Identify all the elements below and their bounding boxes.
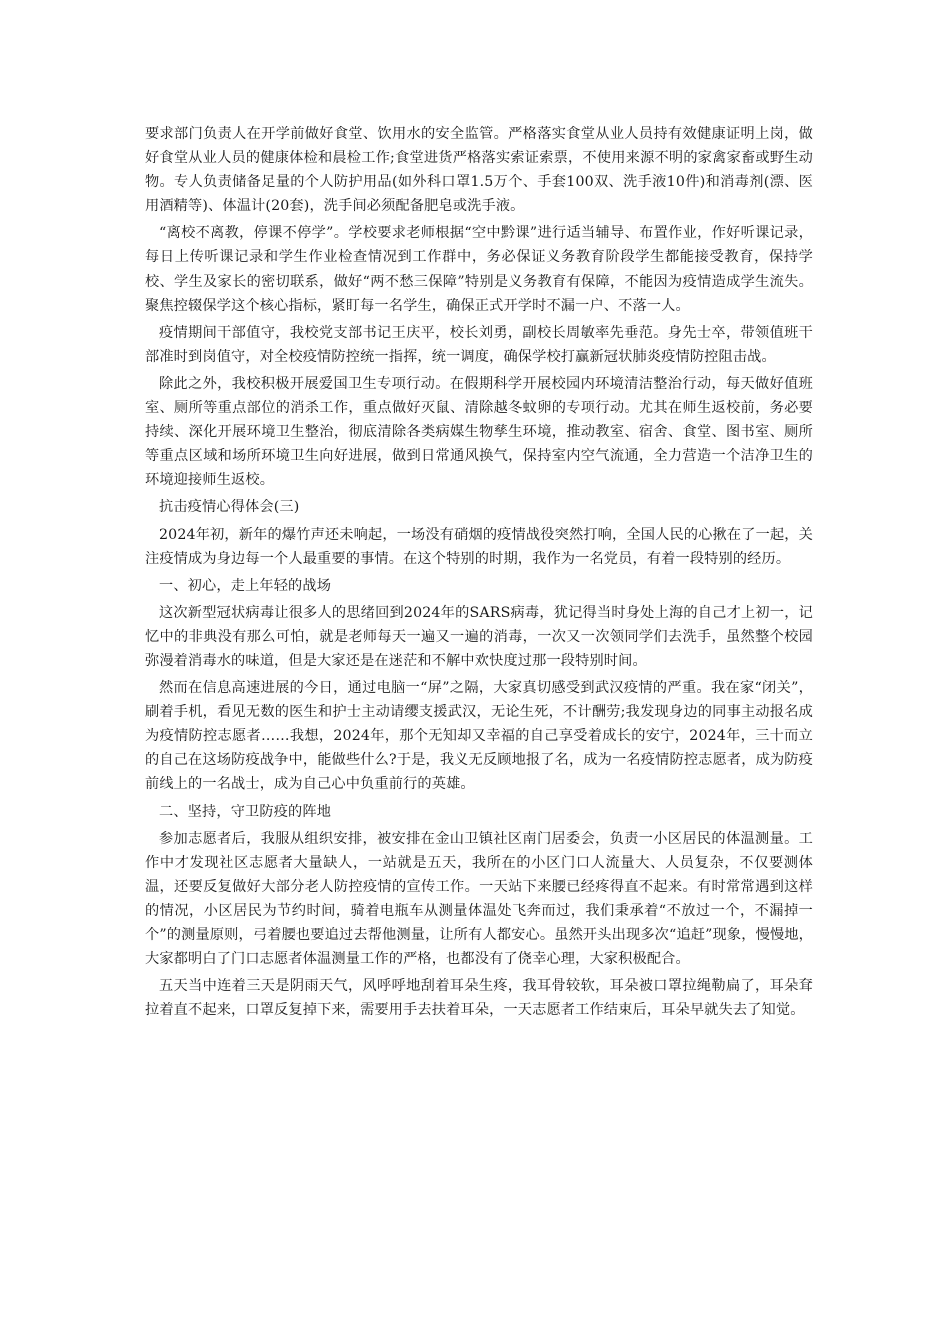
paragraph-online-teaching: “离校不离教，停课不停学”。学校要求老师根据“空中黔课”进行适当辅导、布置作业，作好听课记录，每日上传听课记录和学生作业检查情况到工作群中，务必保证义务教育阶段学生都能接受教育，保持学校、学生及家长的密切联系，做好“两不愁三保障”特别是义务教育有保障，不能因为疫情造成学生流失。聚焦控辍保学这个核心指标，紧盯每一名学生，确保正式开学时不漏一户、不落一人。 — [145, 225, 813, 314]
paragraph-intro-2024: 2024年初，新年的爆竹声还未响起，一场没有硝烟的疫情战役突然打响，全国人民的心揪在了一起，关注疫情成为身边每一个人最重要的事情。在这个特别的时期，我作为一名党员，有着一段特别的经历。 — [145, 526, 813, 567]
paragraph-sanitation-campaign: 除此之外，我校积极开展爱国卫生专项行动。在假期科学开展校园内环境清洁整治行动，每天做好值班室、厕所等重点部位的消杀工作，重点做好灭鼠、清除越冬蚊卵的专项行动。尤其在师生返校前，务必要持续、深化开展环境卫生整治，彻底清除各类病媒生物孳生环境，推动教室、宿舍、食堂、图书室、厕所等重点区域和场所环境卫生向好进展，做到日常通风换气，保持室内空气流通，全力营造一个洁净卫生的环境迎接师生返校。 — [145, 375, 813, 489]
paragraph-rainy-days: 五天当中连着三天是阴雨天气，风呼呼地刮着耳朵生疼，我耳骨较软，耳朵被口罩拉绳勒扁了，耳朵耷拉着直不起来，口罩反复掉下来，需要用手去扶着耳朵，一天志愿者工作结束后，耳朵早就失去了知觉。 — [145, 978, 813, 1019]
paragraph-volunteer-signup: 然而在信息高速进展的今日，通过电脑一“屏”之隔，大家真切感受到武汉疫情的严重。我在家“闭关”，刷着手机，看见无数的医生和护士主动请缨支援武汉，无论生死，不计酬劳;我发现身边的同事主动报名成为疫情防控志愿者……我想，2024年，那个无知却又幸福的自己享受着成长的安宁，2024年，三十而立的自己在这场防疫战争中，能做些什么?于是，我义无反顾地报了名，成为一名疫情防控志愿者，成为防疫前线上的一名战士，成为自己心中负重前行的英雄。 — [145, 680, 813, 793]
subheading-original-intention: 一、初心，走上年轻的战场 — [159, 577, 332, 594]
paragraph-temperature-checks: 参加志愿者后，我服从组织安排，被安排在金山卫镇社区南门居委会，负责一小区居民的体温测量。工作中才发现社区志愿者大量缺人，一站就是五天，我所在的小区门口人流量大、人员复杂，不仅要测体温，还要反复做好大部分老人防控疫情的宣传工作。一天站下来腰已经疼得直不起来。有时常常遇到这样的情况，小区居民为节约时间，骑着电瓶车从测量体温处飞奔而过，我们秉承着“不放过一个，不漏掉一个”的测量原则，弓着腰也要追过去帮他测量，让所有人都安心。虽然开头出现多次“追赶”现象，慢慢地，大家都明白了门口志愿者体温测量工作的严格，也都没有了侥幸心理，大家积极配合。 — [145, 830, 813, 968]
paragraph-food-safety: 要求部门负责人在开学前做好食堂、饮用水的安全监管。严格落实食堂从业人员持有效健康证明上岗，做好食堂从业人员的健康体检和晨检工作;食堂进货严格落实索证索票，不使用来源不明的家禽家畜或野生动物。专人负责储备足量的个人防护用品(如外科口罩1.5万个、手套100双、洗手液10件)和消毒剂(漂、医用酒精等)、体温计(20套)，洗手间必须配备肥皂或洗手液。 — [145, 126, 813, 215]
subheading-persistence: 二、坚持，守卫防疫的阵地 — [159, 803, 332, 820]
section-heading-part-three: 抗击疫情心得体会(三) — [159, 499, 300, 516]
document-page — [145, 122, 813, 1025]
paragraph-leadership-duty: 疫情期间干部值守，我校党支部书记王庆平，校长刘勇，副校长周敏率先垂范。身先士卒，带领值班干部准时到岗值守，对全校疫情防控统一指挥，统一调度，确保学校打赢新冠状肺炎疫情防控阻击战。 — [145, 324, 813, 365]
paragraph-sars-memory: 这次新型冠状病毒让很多人的思绪回到2024年的SARS病毒，犹记得当时身处上海的自己才上初一，记忆中的非典没有那么可怕，就是老师每天一遍又一遍的消毒，一次又一次领同学们去洗手，虽然整个校园弥漫着消毒水的味道，但是大家还是在迷茫和不解中欢快度过那一段特别时间。 — [145, 604, 813, 669]
